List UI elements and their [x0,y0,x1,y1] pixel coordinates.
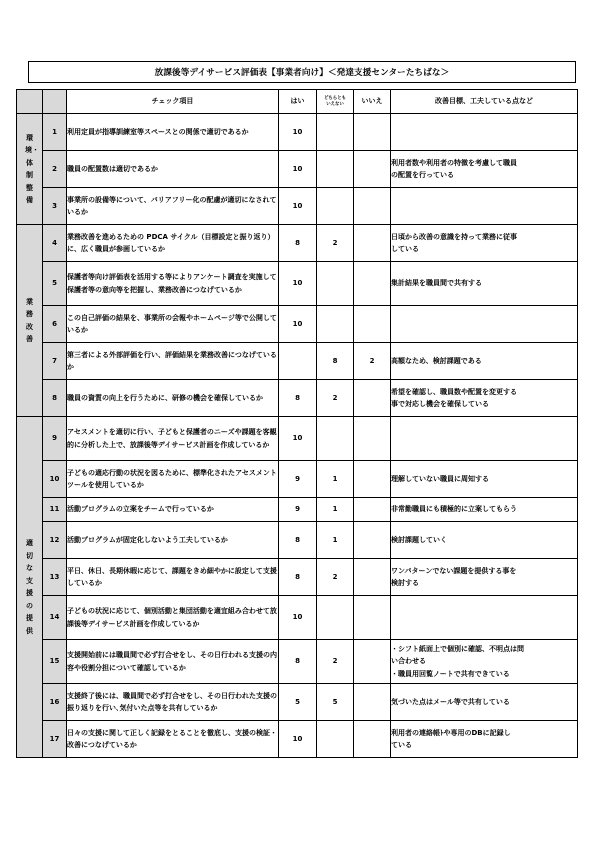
header-number-cell [43,90,67,114]
check-item-text: 第三者による外部評価を行い、評価結果を業務改善につなげているか [67,343,279,380]
check-item-text: 日々の支援に関して正しく記録をとることを徹底し、支援の検証・改善につなげているか [67,721,279,758]
no-count [354,417,391,461]
yes-count: 8 [279,522,317,559]
check-item-text: 活動プログラムの立案をチームで行っているか [67,498,279,522]
check-item-text: 業務改善を進めるための PDCA サイクル（目標設定と振り返り）に、広く職員が参画しているか [67,225,279,262]
remark-line: 検討課題していく [391,535,447,544]
header-no: いいえ [354,90,391,114]
header-remarks: 改善目標、工夫している点など [391,90,578,114]
check-item-text: 支援終了後には、職員間で必ず打合せをし、その日行われた支援の振り返りを行い､気付いた点等を共有しているか [67,684,279,721]
category-label: 適切な支援の提供 [26,539,33,635]
no-count [354,522,391,559]
no-count [354,640,391,684]
no-count: 2 [354,343,391,380]
remarks-cell [391,684,578,721]
no-count [354,151,391,188]
remark-line: 利用者数や利用者の特徴を考慮して職員 [391,158,517,167]
row-number: 7 [43,343,67,380]
remarks-cell [391,262,578,306]
remark-line: ・シフト紙面上で個別に確認、不明点は問 [391,644,524,653]
remark-line: 集計結果を職員間で共有する [391,279,482,288]
remark-line: 日頃から改善の意識を持って業務に従事 [391,232,517,241]
remark-line: 理解していない職員に周知する [391,474,489,483]
remarks-cell [391,522,578,559]
remark-line: ている [391,741,412,749]
no-count [354,596,391,640]
no-count [354,498,391,522]
header-yes: はい [279,90,317,114]
header-check-items: チェック項目 [67,90,279,114]
remark-line: ・職員用回覧ノートで共有できている [391,669,510,678]
remark-line: 高額なため、検討課題である [391,356,482,365]
no-count [354,380,391,417]
table-row [17,684,578,721]
neither-count [317,596,354,640]
neither-count: 8 [317,343,354,380]
neither-count: 1 [317,461,354,498]
yes-count: 10 [279,262,317,306]
row-number: 12 [43,522,67,559]
row-number: 6 [43,306,67,343]
table-row [17,498,578,522]
table-row [17,151,578,188]
remark-line: している [391,245,419,253]
yes-count: 10 [279,114,317,151]
check-item-text: この自己評価の結果を、事業所の会報やホームページ等で公開しているか [67,306,279,343]
row-number: 10 [43,461,67,498]
remarks-cell [391,417,578,461]
no-count [354,559,391,596]
yes-count: 9 [279,498,317,522]
row-number: 2 [43,151,67,188]
table-row [17,188,578,225]
remarks-cell [391,114,578,151]
remarks-cell [391,225,578,262]
row-number: 9 [43,417,67,461]
row-number: 4 [43,225,67,262]
check-item-text: アセスメントを適切に行い、子どもと保護者のニーズや課題を客観的に分析した上で、放課後等デイサービス計画を作成しているか [67,417,279,461]
yes-count: 8 [279,640,317,684]
table-row [17,306,578,343]
check-item-text: 事業所の設備等について、バリアフリー化の配慮が適切になされているか [67,188,279,225]
no-count [354,262,391,306]
row-number: 1 [43,114,67,151]
remarks-cell [391,498,578,522]
header-category-cell [17,90,43,114]
category-cell [17,417,43,758]
yes-count: 10 [279,151,317,188]
no-count [354,225,391,262]
yes-count: 8 [279,380,317,417]
neither-count: 2 [317,380,354,417]
check-item-text: 子どもの適応行動の状況を図るために、標準化されたアセスメントツールを使用しているか [67,461,279,498]
check-item-text: 子どもの状況に応じて、個別活動と集団活動を適宜組み合わせて放課後等デイサービス計画を作成しているか [67,596,279,640]
yes-count: 8 [279,225,317,262]
row-number: 3 [43,188,67,225]
yes-count: 10 [279,596,317,640]
row-number: 13 [43,559,67,596]
check-item-text: 職員の資質の向上を行うために、研修の機会を確保しているか [67,380,279,417]
check-item-text: 利用定員が指導訓練室等スペースとの関係で適切であるか [67,114,279,151]
remarks-cell [391,559,578,596]
table-row [17,262,578,306]
neither-count: 5 [317,684,354,721]
remark-line: 希望を確認し、職員数や配置を変更する [391,387,517,396]
remark-line: の配置を行っている [391,171,454,179]
no-count [354,461,391,498]
table-row [17,596,578,640]
neither-count: 2 [317,559,354,596]
no-count [354,721,391,758]
remark-line: 気づいた点はメール等で共有している [391,697,510,706]
no-count [354,114,391,151]
header-neither: どちらとも いえない [317,90,354,114]
yes-count: 8 [279,559,317,596]
yes-count: 10 [279,306,317,343]
row-number: 8 [43,380,67,417]
remarks-cell [391,596,578,640]
category-label: 業務改善 [26,297,33,343]
evaluation-table [16,89,578,758]
remarks-cell [391,343,578,380]
remark-line: 事で対応し機会を確保している [391,400,489,408]
remark-line: 非常勤職員にも積極的に立案してもらう [391,505,517,514]
neither-count [317,721,354,758]
remark-line: 検討する [391,579,419,587]
row-number: 5 [43,262,67,306]
no-count [354,188,391,225]
yes-count: 9 [279,461,317,498]
check-item-text: 平日、休日、長期休暇に応じて、課題をきめ細やかに設定して支援しているか [67,559,279,596]
table-row [17,114,578,151]
row-number: 11 [43,498,67,522]
table-row [17,721,578,758]
neither-count [317,151,354,188]
remarks-cell [391,380,578,417]
remarks-cell [391,306,578,343]
remarks-cell [391,461,578,498]
category-cell [17,225,43,417]
no-count [354,684,391,721]
remarks-cell [391,721,578,758]
neither-count: 2 [317,225,354,262]
category-cell [17,114,43,225]
yes-count: 5 [279,684,317,721]
yes-count: 10 [279,188,317,225]
table-row [17,640,578,684]
yes-count: 10 [279,721,317,758]
check-item-text: 職員の配置数は適切であるか [67,151,279,188]
table-row [17,559,578,596]
remarks-cell [391,188,578,225]
yes-count [279,343,317,380]
neither-count: 1 [317,498,354,522]
table-row [17,380,578,417]
check-item-text: 支援開始前には職員間で必ず打合せをし、その日行われる支援の内容や役割分担について確認しているか [67,640,279,684]
row-number: 17 [43,721,67,758]
row-number: 15 [43,640,67,684]
row-number: 14 [43,596,67,640]
table-row [17,225,578,262]
document-title: 放課後等デイサービス評価表【事業者向け】＜発達支援センターたちばな＞ [28,61,576,83]
table-header-row [17,90,578,114]
check-item-text: 活動プログラムが固定化しないよう工夫しているか [67,522,279,559]
remark-line: 利用者の連絡帳ﾄや専用のDBに記録し [391,728,511,737]
neither-count [317,188,354,225]
table-row [17,522,578,559]
neither-count [317,306,354,343]
table-body [17,114,578,758]
category-label: 環境・体制整備 [25,133,39,204]
neither-count [317,114,354,151]
remarks-cell [391,640,578,684]
table-row [17,461,578,498]
table-row [17,417,578,461]
row-number: 16 [43,684,67,721]
neither-count [317,417,354,461]
yes-count: 10 [279,417,317,461]
neither-count [317,262,354,306]
remark-line: ワンパターンでない課題を提供する事を [391,566,517,575]
table-row [17,343,578,380]
check-item-text: 保護者等向け評価表を活用する等によりアンケート調査を実施して保護者等の意向等を把握し、業務改善につなげているか [67,262,279,306]
no-count [354,306,391,343]
neither-count: 1 [317,522,354,559]
remark-line: い合わせる [391,657,426,666]
remarks-cell [391,151,578,188]
neither-count: 2 [317,640,354,684]
